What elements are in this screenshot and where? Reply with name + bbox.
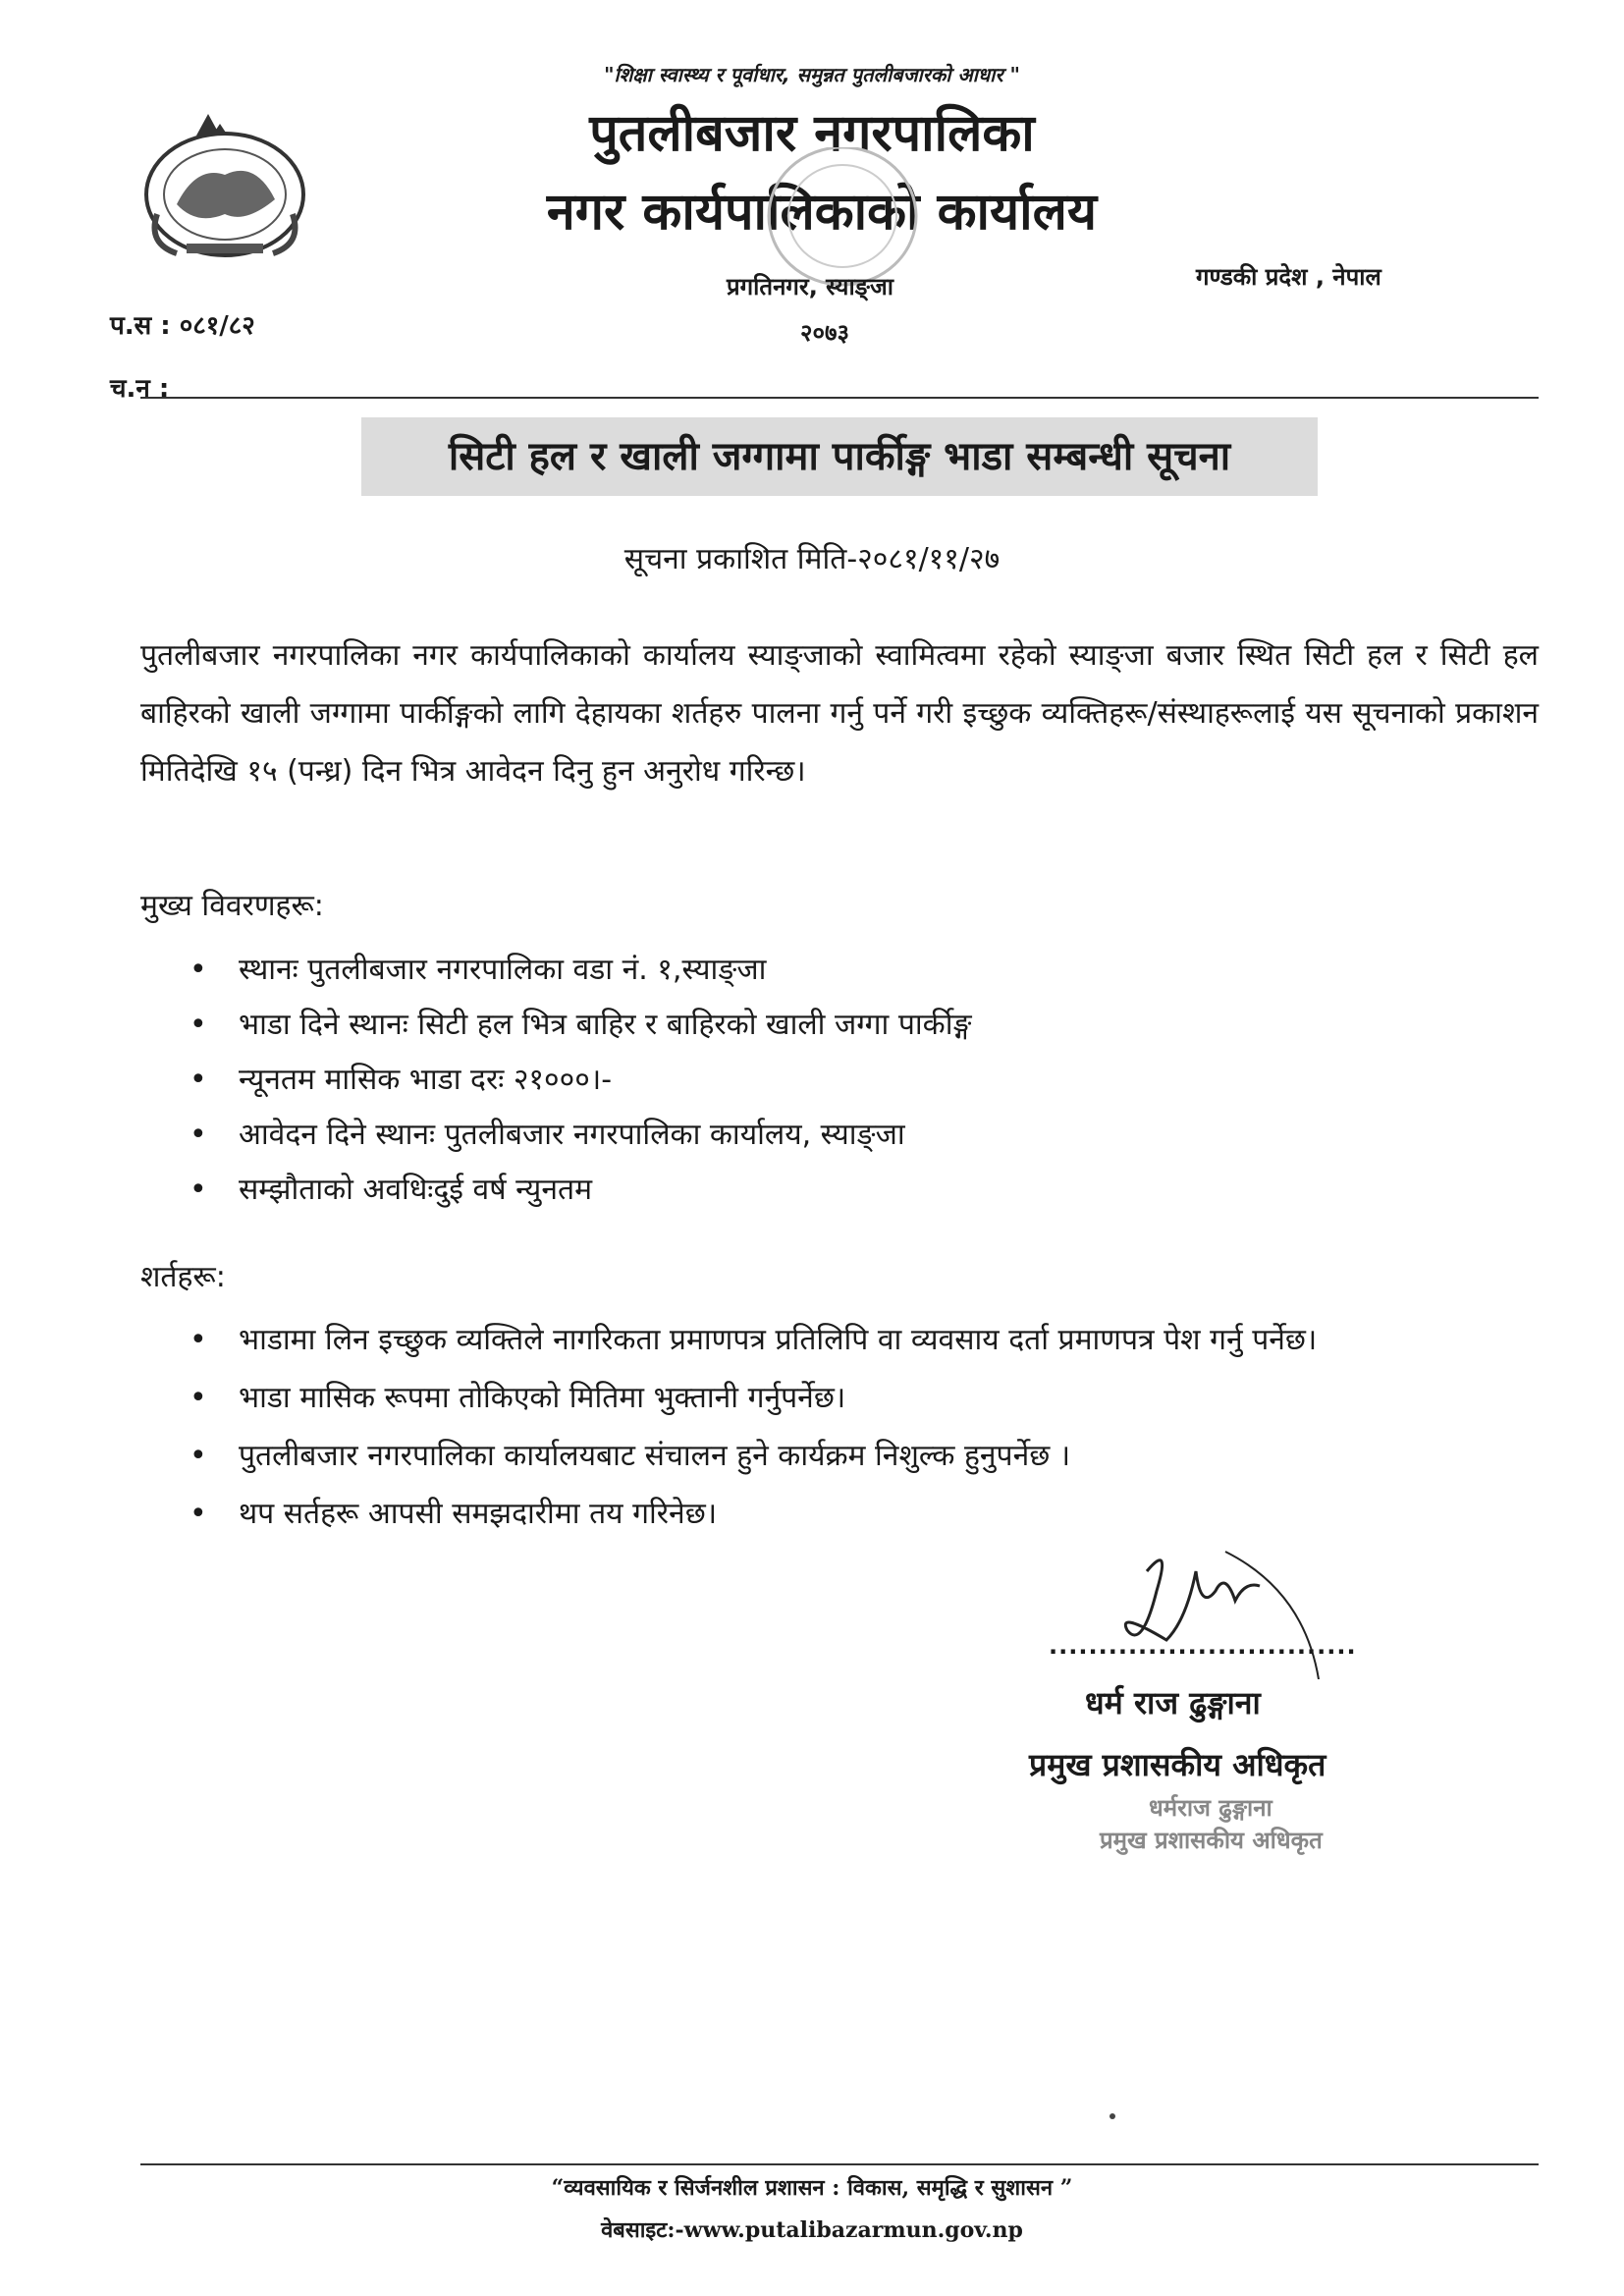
established-year: २०७३ [800, 319, 849, 347]
list-item: • भाडा मासिक रूपमा तोकिएको मितिमा भुक्तानी गर्नुपर्नेछ। [189, 1369, 1539, 1427]
footer-divider [140, 2163, 1539, 2165]
stamp-name: धर्मराज ढुङ्गाना [1149, 1794, 1272, 1822]
bullet-icon: • [189, 1118, 207, 1152]
notice-body: पुतलीबजार नगरपालिका नगर कार्यपालिकाको कार्यालय स्याङ्जाको स्वामित्वमा रहेको स्याङ्जा बजार स्थित सिटी हल र सिटी हल बाहिरको खाली जग्गामा पार्कीङ्गको लागि देहायका शर्तहरु पालना गर्नु पर्ने गरी इच्छुक व्यक्तिहरू/संस्थाहरूलाई यस सूचनाको प्रकाशन मितिदेखि १५ (पन्ध्र) दिन भित्र आवेदन दिनु हुन अनुरोध गरिन्छ। [140, 638, 1539, 789]
footer-motto: “व्यवसायिक र सिर्जनशील प्रशासन : विकास, समृद्धि र सुशासन ” [551, 2175, 1073, 2201]
bullet-icon: • [189, 1008, 207, 1042]
bullet-icon: • [189, 1439, 207, 1473]
bullet-icon: • [189, 1381, 207, 1415]
signature-line: ............................... [1049, 1632, 1357, 1660]
list-item: • न्यूनतम मासिक भाडा दरः २१०००।- [189, 1053, 1539, 1108]
dispatch-number: च.न : [110, 374, 170, 404]
footer-website: वेबसाइट:-www.putalibazarmun.gov.np [601, 2217, 1023, 2243]
list-item: • भाडामा लिन इच्छुक व्यक्तिले नागरिकता प्रमाणपत्र प्रतिलिपि वा व्यवसाय दर्ता प्रमाणपत्र पेश गर्नु पर्नेछ। [189, 1311, 1539, 1369]
region: गण्डकी प्रदेश , नेपाल [1196, 263, 1381, 291]
speck [1110, 2113, 1115, 2119]
stamp-designation: प्रमुख प्रशासकीय अधिकृत [1100, 1827, 1323, 1854]
letterhead-motto: "शिक्षा स्वास्थ्य र पूर्वाधार, समुन्नत पुतलीबजारको आधार " [604, 63, 1020, 86]
reference-number: प.स : ०८१/८२ [110, 311, 255, 341]
conditions-heading: शर्तहरू: [140, 1260, 226, 1294]
bullet-icon: • [189, 1063, 207, 1097]
bullet-icon: • [189, 1323, 207, 1357]
conditions-list [189, 1311, 1539, 1543]
list-item: • सम्झौताको अवधिःदुई वर्ष न्युनतम [189, 1163, 1539, 1218]
list-item: • थप सर्तहरू आपसी समझदारीमा तय गरिनेछ। [189, 1485, 1539, 1543]
office-name: नगर कार्यपालिकाको कार्यालय [546, 183, 1098, 242]
header-divider [140, 397, 1539, 399]
signatory-designation: प्रमुख प्रशासकीय अधिकृत [1029, 1746, 1326, 1783]
published-date: सूचना प्रकाशित मिति-२०८१/११/२७ [623, 542, 1001, 576]
bullet-icon: • [189, 1497, 207, 1531]
list-item: • आवेदन दिने स्थानः पुतलीबजार नगरपालिका कार्यालय, स्याङ्जा [189, 1108, 1539, 1163]
list-item: • स्थानः पुतलीबजार नगरपालिका वडा नं. १,स्याङ्जा [189, 943, 1539, 998]
notice-title: सिटी हल र खाली जग्गामा पार्कीङ्ग भाडा सम्बन्धी सूचना [361, 417, 1318, 496]
list-item: • भाडा दिने स्थानः सिटी हल भित्र बाहिर र बाहिरको खाली जग्गा पार्कीङ्ग [189, 998, 1539, 1053]
signatory-name: धर्म राज ढुङ्गाना [1085, 1684, 1261, 1722]
organization-name: पुतलीबजार नगरपालिका [589, 104, 1035, 163]
details-list [189, 943, 1539, 1218]
list-item: • पुतलीबजार नगरपालिका कार्यालयबाट संचालन हुने कार्यक्रम निशुल्क हुनुपर्नेछ । [189, 1427, 1539, 1485]
bullet-icon: • [189, 953, 207, 987]
details-heading: मुख्य विवरणहरू: [140, 889, 324, 923]
bullet-icon: • [189, 1173, 207, 1207]
office-address: प्रगतिनगर, स्याङ्जा [727, 273, 893, 301]
